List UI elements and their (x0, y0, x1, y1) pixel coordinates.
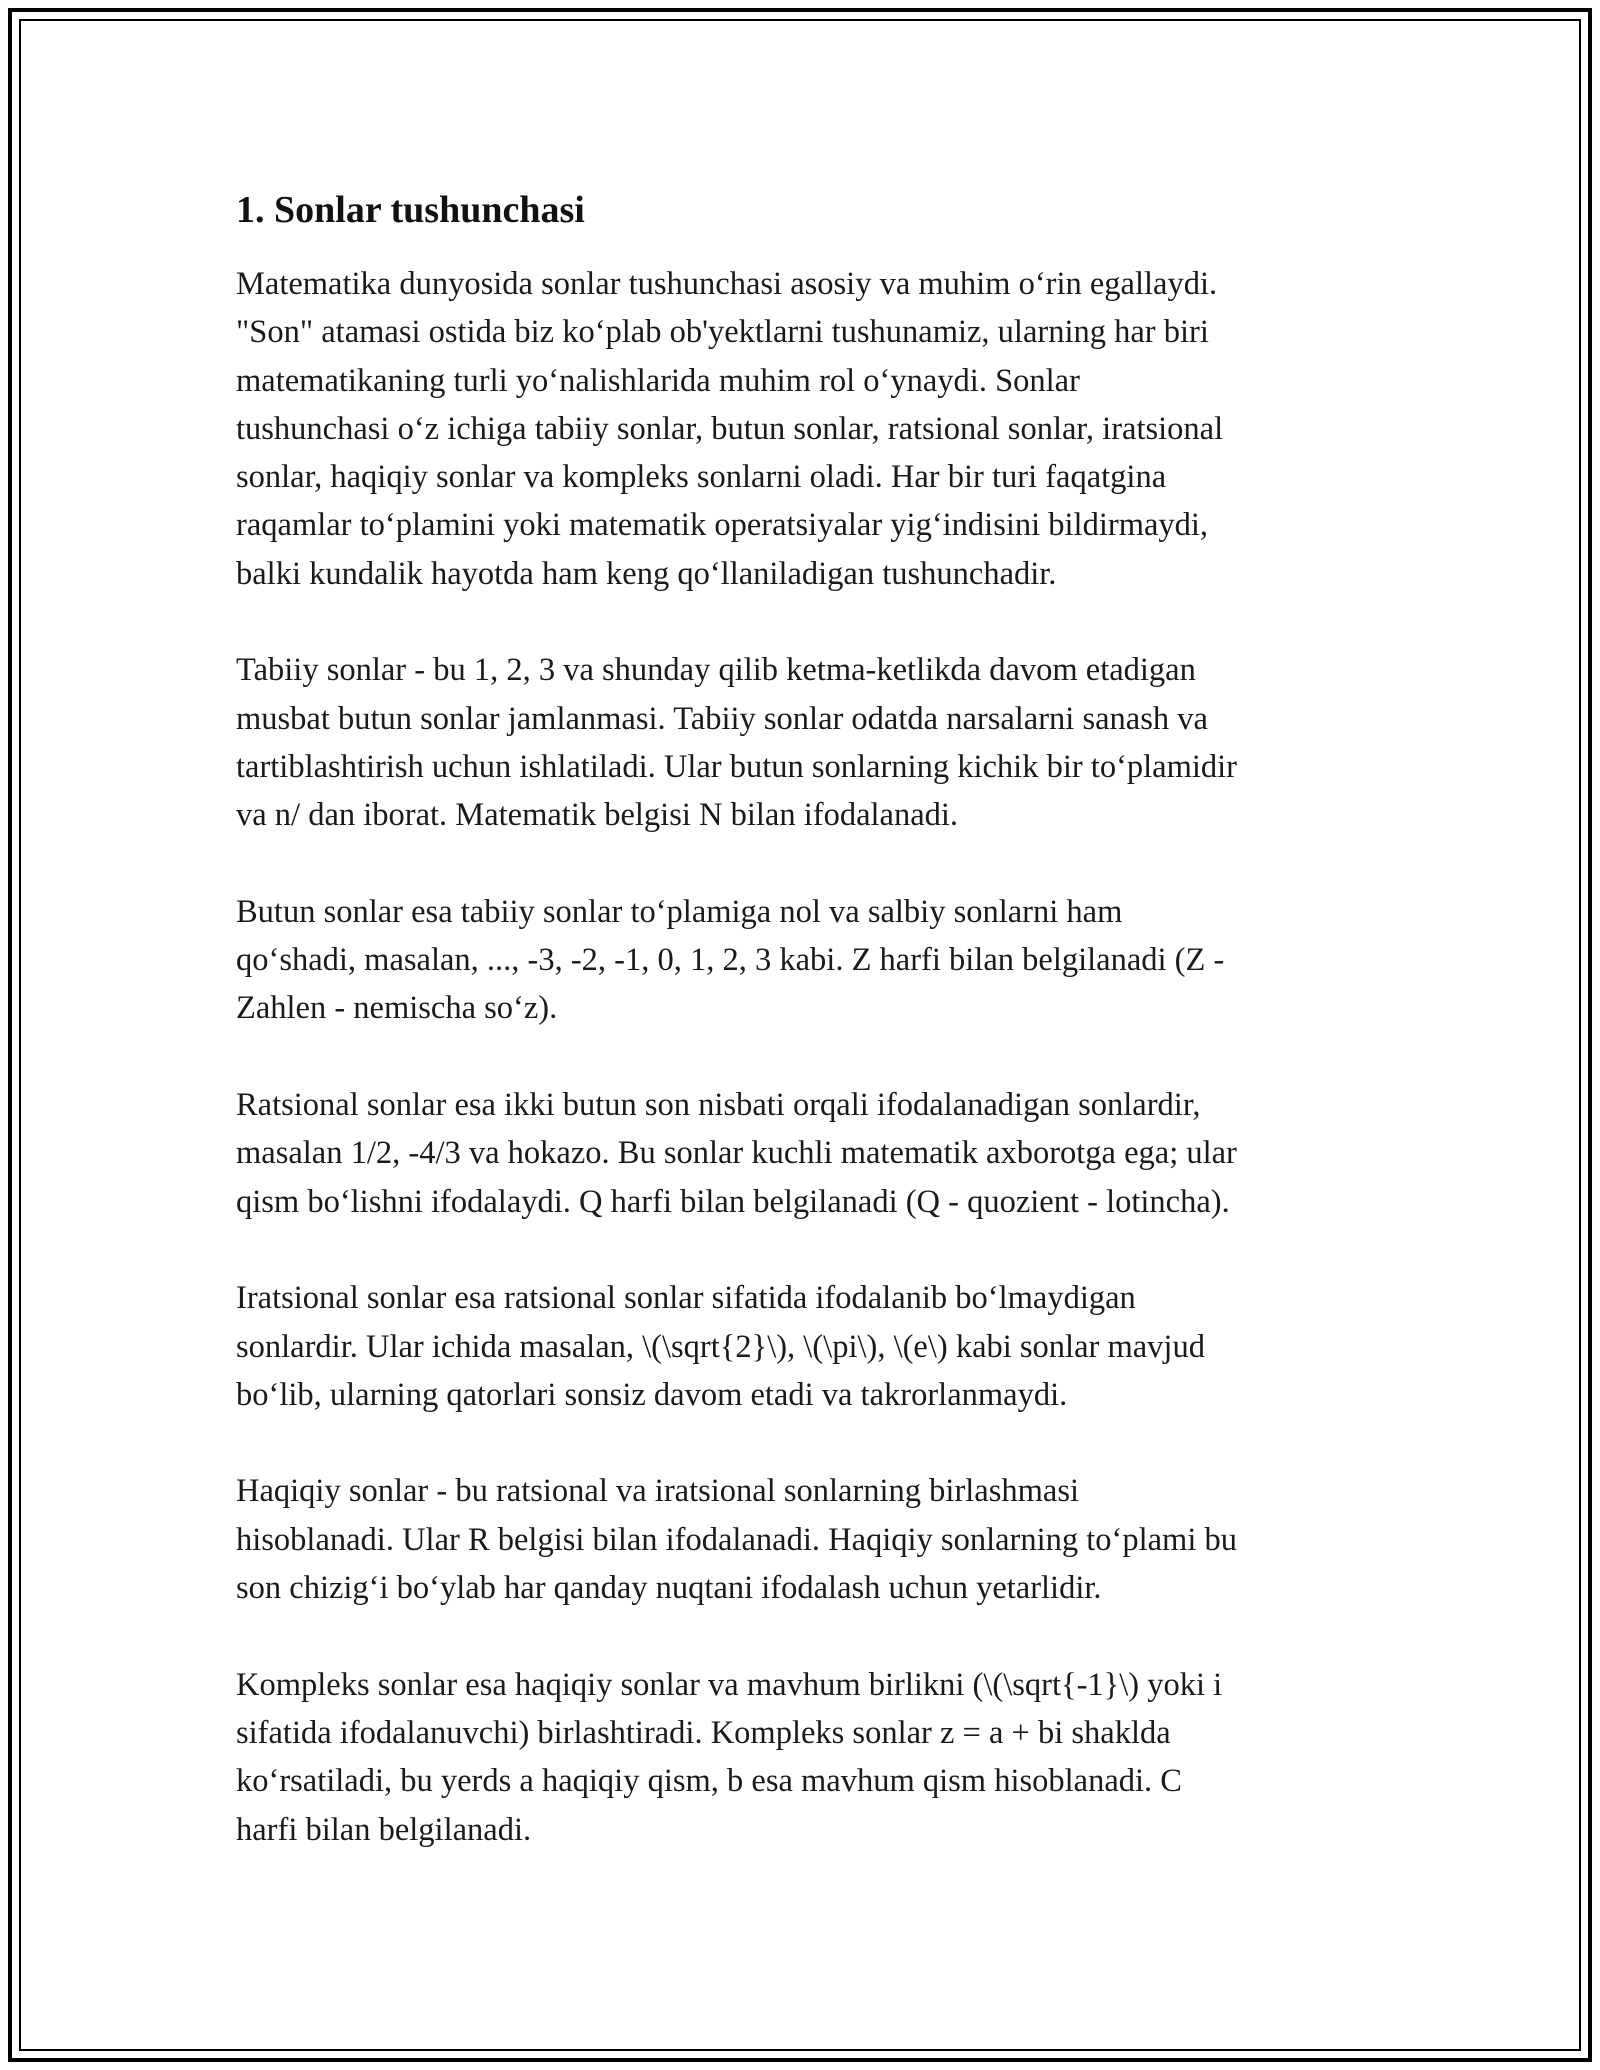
paragraph-line: tushunchasi o‘z ichiga tabiiy sonlar, butun sonlar, ratsional sonlar, iratsional (236, 410, 1224, 447)
paragraph-line: Butun sonlar esa tabiiy sonlar to‘plamiga nol va salbiy sonlarni ham (236, 893, 1123, 930)
paragraph (236, 1274, 1366, 1419)
document-body (236, 186, 1366, 1902)
paragraph-line: bo‘lib, ularning qatorlari sonsiz davom etadi va takrorlanmaydi. (236, 1376, 1068, 1413)
paragraph-line: hisoblanadi. Ular R belgisi bilan ifodalanadi. Haqiqiy sonlarning to‘plami bu (236, 1521, 1237, 1558)
paragraph (236, 646, 1366, 839)
paragraph-line: sonlardir. Ular ichida masalan, \(\sqrt{2}\), \(\pi\), \(e\) kabi sonlar mavjud (236, 1328, 1205, 1365)
paragraph-line: masalan 1/2, -4/3 va hokazo. Bu sonlar kuchli matematik axborotga ega; ular (236, 1135, 1237, 1172)
paragraph-line: tartiblashtirish uchun ishlatiladi. Ular butun sonlarning kichik bir to‘plamidir (236, 748, 1238, 785)
paragraph (236, 1661, 1366, 1854)
paragraph-line: balki kundalik hayotda ham keng qo‘llaniladigan tushunchadir. (236, 555, 1057, 592)
paragraph-line: son chizig‘i bo‘ylab har qanday nuqtani ifodalash uchun yetarlidir. (236, 1570, 1102, 1607)
paragraph-line: harfi bilan belgilanadi. (236, 1811, 532, 1848)
paragraph-line: Matematika dunyosida sonlar tushunchasi asosiy va muhim o‘rin egallaydi. (236, 266, 1218, 302)
paragraph-line: sonlar, haqiqiy sonlar va kompleks sonlarni oladi. Har bir turi faqatgina (236, 459, 1167, 496)
paragraph-line: musbat butun sonlar jamlanmasi. Tabiiy sonlar odatda narsalarni sanash va (236, 700, 1208, 737)
paragraph-list (236, 260, 1366, 1854)
paragraph-line: Tabiiy sonlar - bu 1, 2, 3 va shunday qilib ketma-ketlikda davom etadigan (236, 652, 1196, 689)
paragraph-line: matematikaning turli yo‘nalishlarida muhim rol o‘ynaydi. Sonlar (236, 362, 1080, 399)
paragraph-line: Haqiqiy sonlar - bu ratsional va iratsional sonlarning birlashmasi (236, 1473, 1080, 1510)
paragraph (236, 1081, 1366, 1226)
paragraph (236, 888, 1366, 1033)
paragraph-line: va n/ dan iborat. Matematik belgisi N bilan ifodalanadi. (236, 797, 959, 834)
paragraph-line: sifatida ifodalanuvchi) birlashtiradi. Kompleks sonlar z = a + bi shaklda (236, 1714, 1171, 1751)
paragraph-line: qism bo‘lishni ifodalaydi. Q harfi bilan belgilanadi (Q - quozient - lotincha). (236, 1183, 1230, 1220)
paragraph-line: qo‘shadi, masalan, ..., -3, -2, -1, 0, 1, 2, 3 kabi. Z harfi bilan belgilanadi (Z - (236, 942, 1225, 979)
paragraph (236, 260, 1366, 598)
paragraph-line: Iratsional sonlar esa ratsional sonlar sifatida ifodalanib bo‘lmaydigan (236, 1280, 1136, 1317)
paragraph-line: Kompleks sonlar esa haqiqiy sonlar va mavhum birlikni (\(\sqrt{-1}\) yoki i (236, 1666, 1223, 1703)
section-heading: 1. Sonlar tushunchasi (236, 189, 585, 231)
paragraph-line: Zahlen - nemischa so‘z). (236, 990, 558, 1027)
paragraph-line: raqamlar to‘plamini yoki matematik operatsiyalar yig‘indisini bildirmaydi, (236, 507, 1209, 544)
paragraph-line: ko‘rsatiladi, bu yerds a haqiqiy qism, b esa mavhum qism hisoblanadi. C (236, 1763, 1182, 1800)
paragraph-line: "Son" atamasi ostida biz ko‘plab ob'yektlarni tushunamiz, ularning har biri (236, 314, 1209, 351)
paragraph (236, 1467, 1366, 1612)
paragraph-line: Ratsional sonlar esa ikki butun son nisbati orqali ifodalanadigan sonlardir, (236, 1087, 1201, 1124)
